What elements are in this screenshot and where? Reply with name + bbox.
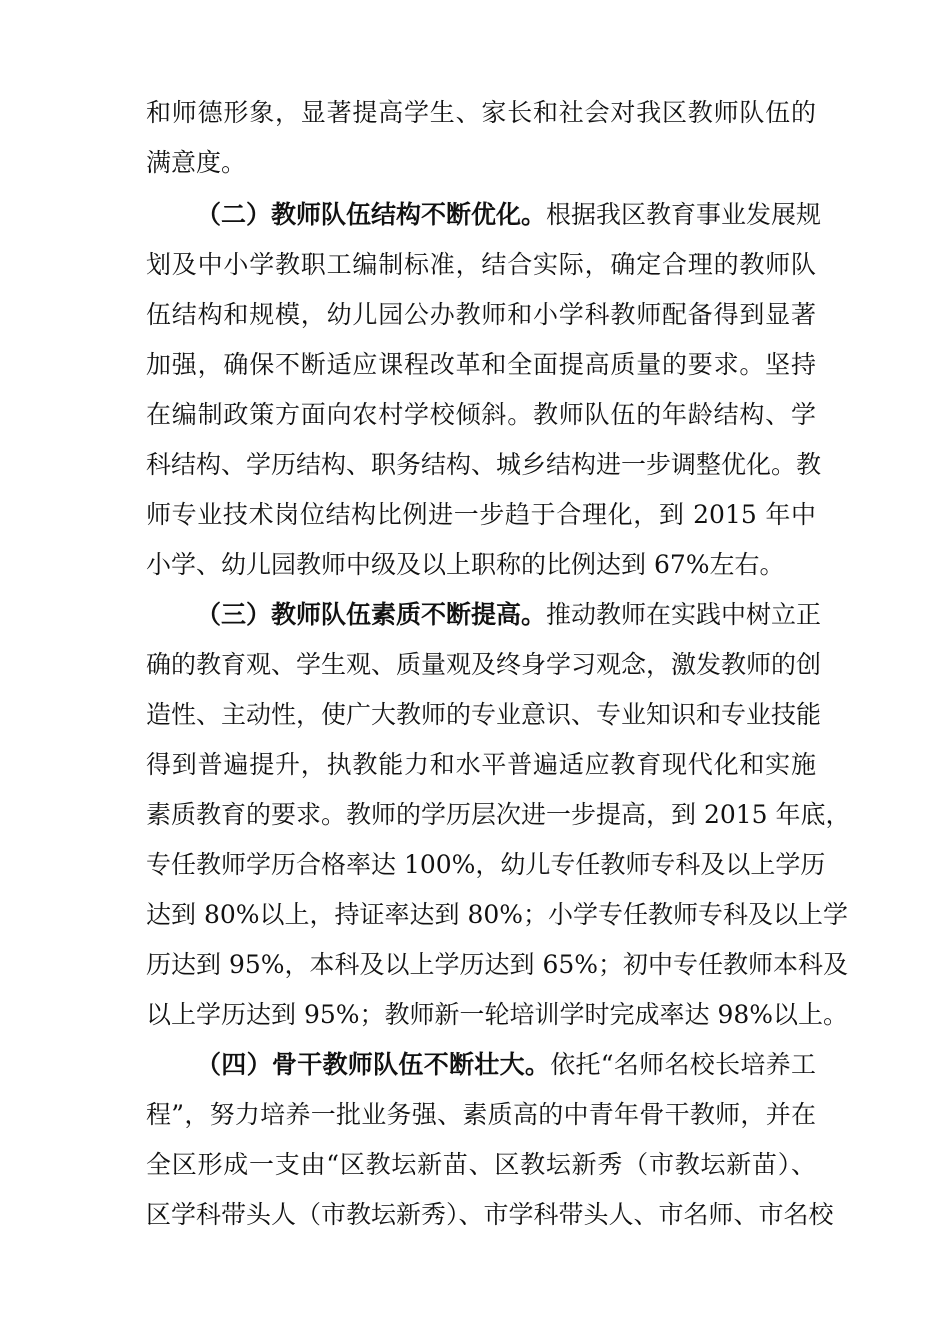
paragraph-line: 专任教师学历合格率达 100%，幼儿专任教师专科及以上学历 [146,850,826,879]
paragraph-line: 和师德形象，显著提高学生、家长和社会对我区教师队伍的 [146,98,816,127]
paragraph-first-line [196,190,822,240]
paragraph-line: 达到 80%以上，持证率达到 80%；小学专任教师专科及以上学 [146,900,849,929]
paragraph-line: 划及中小学教职工编制标准，结合实际，确定合理的教师队 [146,250,816,279]
paragraph-line: 在编制政策方面向农村学校倾斜。教师队伍的年龄结构、学 [146,400,816,429]
paragraph-line: 以上学历达到 95%；教师新一轮培训学时完成率达 98%以上。 [146,1000,849,1029]
paragraph-line: 确的教育观、学生观、质量观及终身学习观念，激发教师的创 [146,650,822,679]
section-heading: （三）教师队伍素质不断提高。 [196,600,547,629]
paragraph-line: 师专业技术岗位结构比例进一步趋于合理化，到 2015 年中 [146,500,816,529]
paragraph-line: 区学科带头人（市教坛新秀）、市学科带头人、市名师、市名校 [146,1200,834,1229]
section-heading: （二）教师队伍结构不断优化。 [196,200,547,229]
paragraph-line: 得到普遍提升，执教能力和水平普遍适应教育现代化和实施 [146,750,816,779]
section-heading: （四）骨干教师队伍不断壮大。 [196,1050,551,1079]
paragraph-text: 推动教师在实践中树立正 [546,600,822,629]
paragraph-line: 全区形成一支由“区教坛新苗、区教坛新秀（市教坛新苗）、 [146,1150,816,1179]
paragraph-line: 程”，努力培养一批业务强、素质高的中青年骨干教师，并在 [146,1100,816,1129]
paragraph-first-line [196,1040,816,1090]
paragraph-line: 造性、主动性，使广大教师的专业意识、专业知识和专业技能 [146,700,822,729]
paragraph-line: 加强，确保不断适应课程改革和全面提高质量的要求。坚持 [146,350,816,379]
paragraph-text: 依托“名师名校长培养工 [550,1050,816,1079]
paragraph-text: 根据我区教育事业发展规 [546,200,822,229]
paragraph-line: 满意度。 [146,148,247,177]
paragraph-line: 小学、幼儿园教师中级及以上职称的比例达到 67%左右。 [146,550,785,579]
paragraph-line: 伍结构和规模，幼儿园公办教师和小学科教师配备得到显著 [146,300,816,329]
paragraph-line: 历达到 95%，本科及以上学历达到 65%；初中专任教师本科及 [146,950,849,979]
paragraph-line: 素质教育的要求。教师的学历层次进一步提高，到 2015 年底， [146,800,851,829]
paragraph-line: 科结构、学历结构、职务结构、城乡结构进一步调整优化。教 [146,450,822,479]
paragraph-first-line [196,590,822,640]
